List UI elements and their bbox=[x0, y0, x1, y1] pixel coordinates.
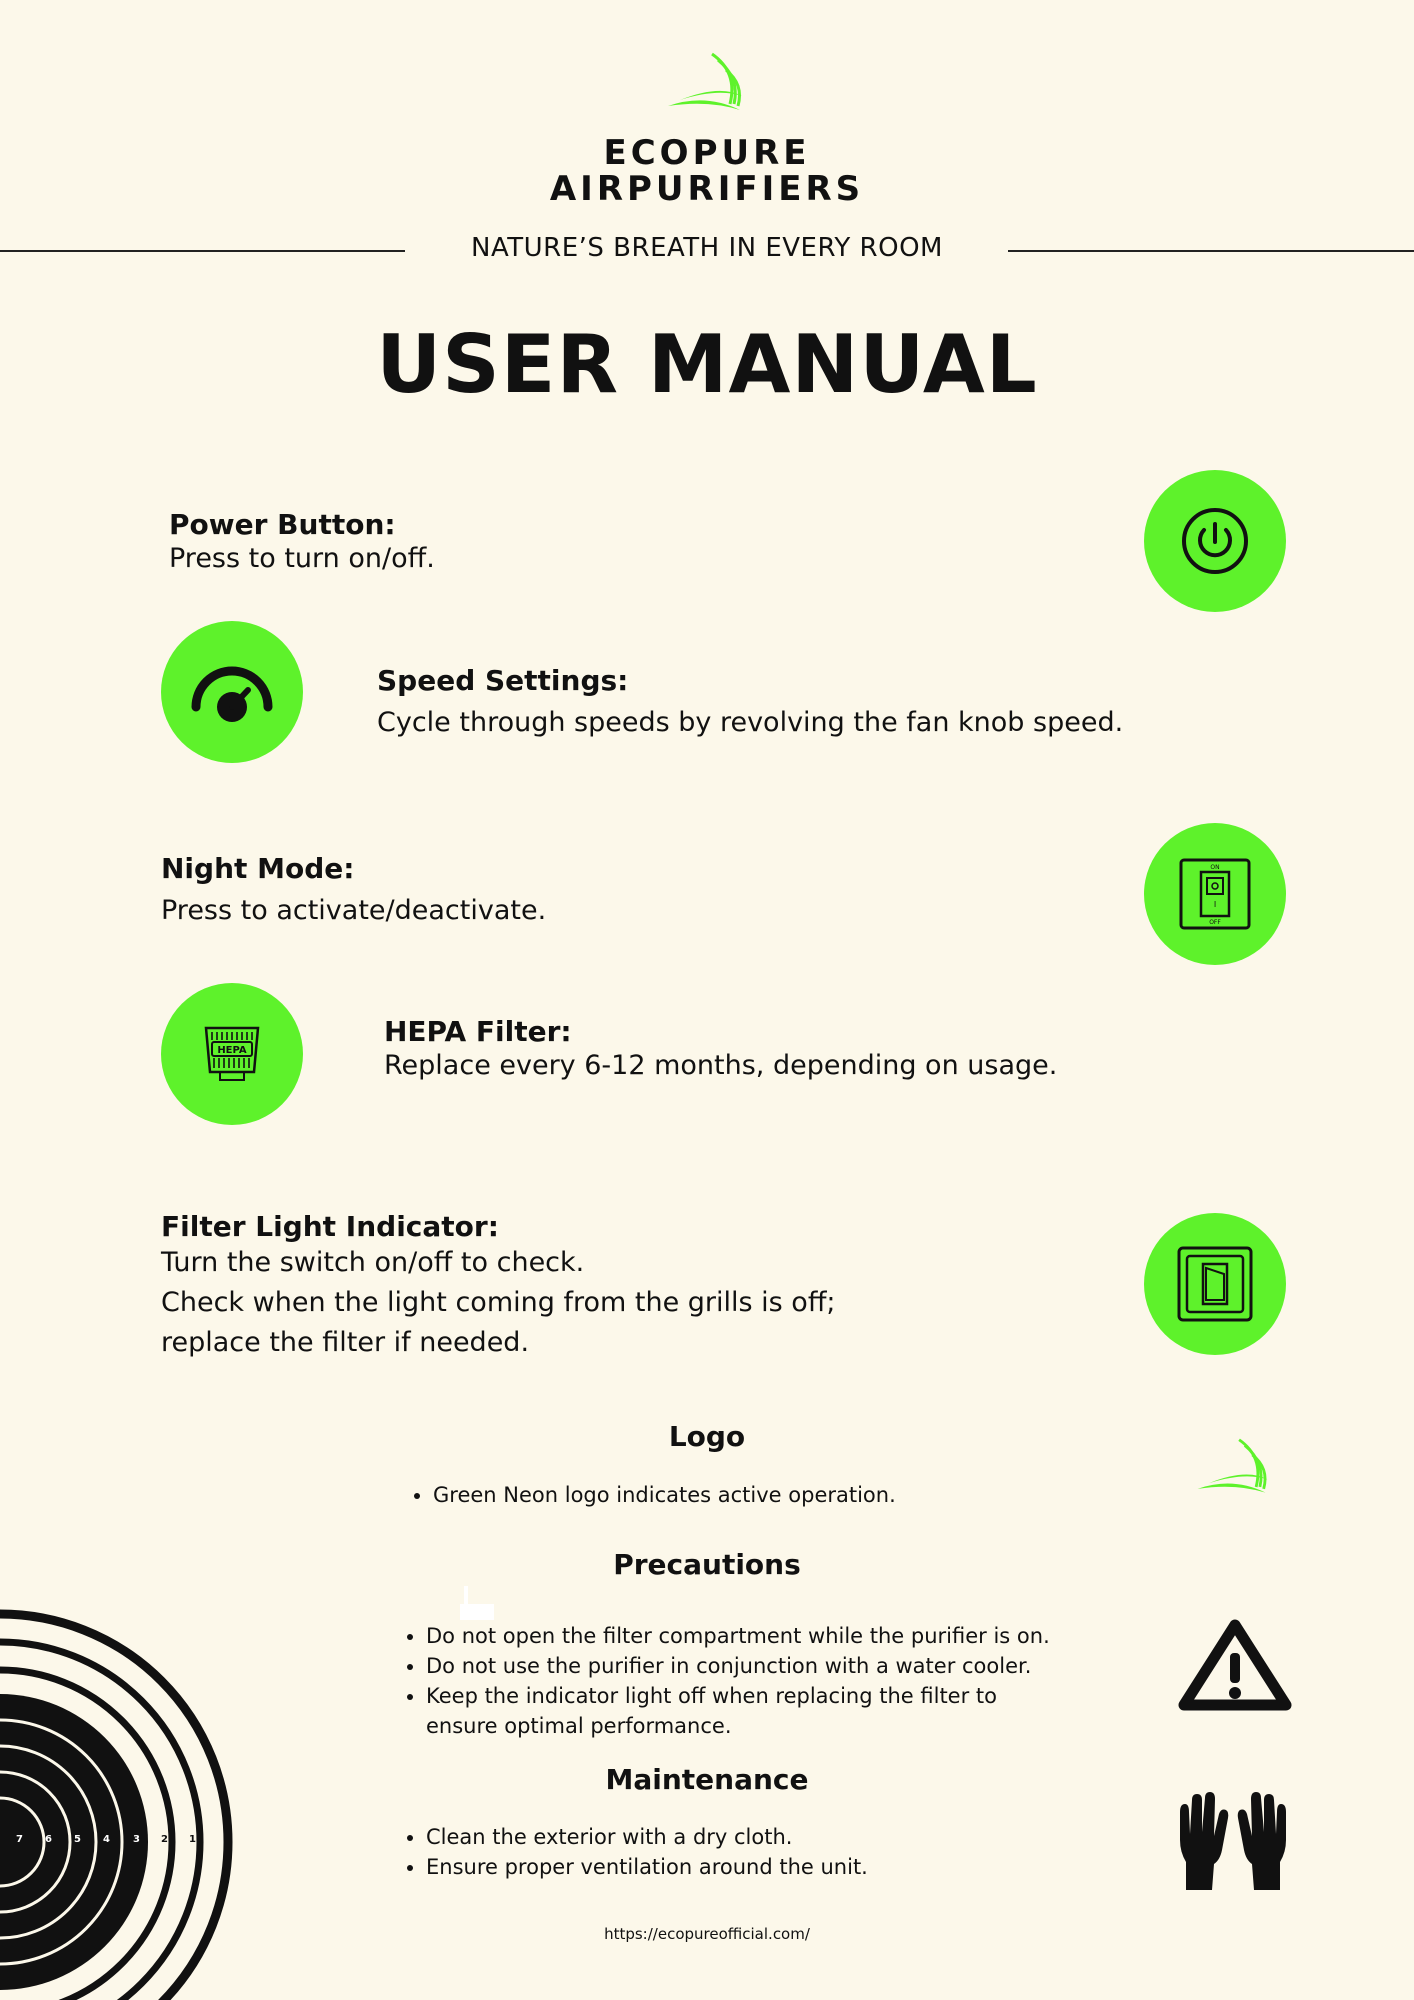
feature-heading: HEPA Filter: bbox=[384, 1015, 572, 1048]
leaf-logo-icon bbox=[1190, 1432, 1275, 1507]
tagline: NATURE’S BREATH IN EVERY ROOM bbox=[471, 233, 943, 263]
feature-text: Press to activate/deactivate. bbox=[161, 895, 547, 926]
power-icon bbox=[1180, 506, 1250, 576]
switch-mark-label: I bbox=[1213, 900, 1217, 909]
on-off-switch-icon-badge bbox=[1144, 823, 1286, 965]
feature-text: Replace every 6-12 months, depending on usage. bbox=[384, 1050, 1058, 1081]
target-number: 6 bbox=[45, 1834, 52, 1845]
feature-heading: Speed Settings: bbox=[377, 664, 629, 697]
feature-text: replace the filter if needed. bbox=[161, 1327, 530, 1358]
power-icon-badge bbox=[1144, 470, 1286, 612]
light-switch-icon-badge bbox=[1144, 1213, 1286, 1355]
list-item: • Do not use the purifier in conjunction with a water cooler. bbox=[426, 1651, 1126, 1681]
on-off-switch-icon bbox=[1177, 856, 1253, 932]
feature-speed bbox=[377, 664, 1123, 738]
list-item: • Clean the exterior with a dry cloth. bbox=[426, 1822, 868, 1852]
list-item: • Green Neon logo indicates active operation. bbox=[433, 1480, 896, 1510]
feature-night-mode bbox=[161, 852, 546, 926]
logo-section-list bbox=[407, 1480, 896, 1510]
target-number: 1 bbox=[189, 1834, 196, 1845]
warning-icon bbox=[1176, 1617, 1294, 1713]
brand-name-line1: ECOPURE bbox=[603, 133, 811, 173]
feature-text: Check when the light coming from the grills is off; bbox=[161, 1287, 836, 1318]
page-title: USER MANUAL bbox=[376, 318, 1038, 411]
hepa-icon-label: HEPA bbox=[217, 1045, 247, 1056]
hepa-filter-icon-badge bbox=[161, 983, 303, 1125]
feature-heading: Filter Light Indicator: bbox=[161, 1210, 499, 1243]
switch-off-label: OFF bbox=[1209, 919, 1221, 926]
speedometer-icon bbox=[182, 657, 282, 727]
speedometer-icon-badge bbox=[161, 621, 303, 763]
target-number: 4 bbox=[103, 1834, 110, 1845]
maintenance-heading: Maintenance bbox=[605, 1763, 809, 1796]
precautions-heading: Precautions bbox=[613, 1548, 801, 1581]
feature-text: Cycle through speeds by revolving the fan knob speed. bbox=[377, 707, 1124, 738]
feature-heading: Power Button: bbox=[169, 508, 396, 541]
target-number: 7 bbox=[16, 1834, 23, 1845]
gloves-icon bbox=[1174, 1790, 1292, 1894]
feature-text: Turn the switch on/off to check. bbox=[161, 1247, 585, 1278]
footer-url[interactable]: https://ecopureofficial.com/ bbox=[604, 1925, 810, 1943]
target-number: 2 bbox=[161, 1834, 168, 1845]
brand-leaf-logo-icon bbox=[660, 48, 750, 123]
feature-filter-light bbox=[161, 1210, 836, 1363]
target-number: 3 bbox=[133, 1834, 140, 1845]
brand-name-line2: AIRPURIFIERS bbox=[549, 169, 865, 209]
hepa-filter-icon bbox=[192, 1014, 272, 1094]
list-item: • Do not open the filter compartment while the purifier is on. bbox=[426, 1621, 1126, 1651]
target-number: 5 bbox=[74, 1834, 81, 1845]
list-item: • Keep the indicator light off when replacing the filter to ensure optimal performance. bbox=[426, 1681, 1026, 1741]
precautions-list bbox=[400, 1621, 1126, 1741]
light-switch-icon bbox=[1175, 1244, 1255, 1324]
feature-heading: Night Mode: bbox=[161, 852, 355, 885]
list-item: • Ensure proper ventilation around the unit. bbox=[426, 1852, 868, 1882]
switch-on-label: ON bbox=[1210, 864, 1220, 871]
feature-text: Press to turn on/off. bbox=[169, 543, 435, 574]
glitch-mark bbox=[458, 1582, 498, 1622]
maintenance-list bbox=[400, 1822, 868, 1882]
feature-hepa bbox=[384, 1015, 1057, 1081]
logo-section-heading: Logo bbox=[668, 1420, 746, 1453]
feature-power bbox=[169, 508, 435, 574]
